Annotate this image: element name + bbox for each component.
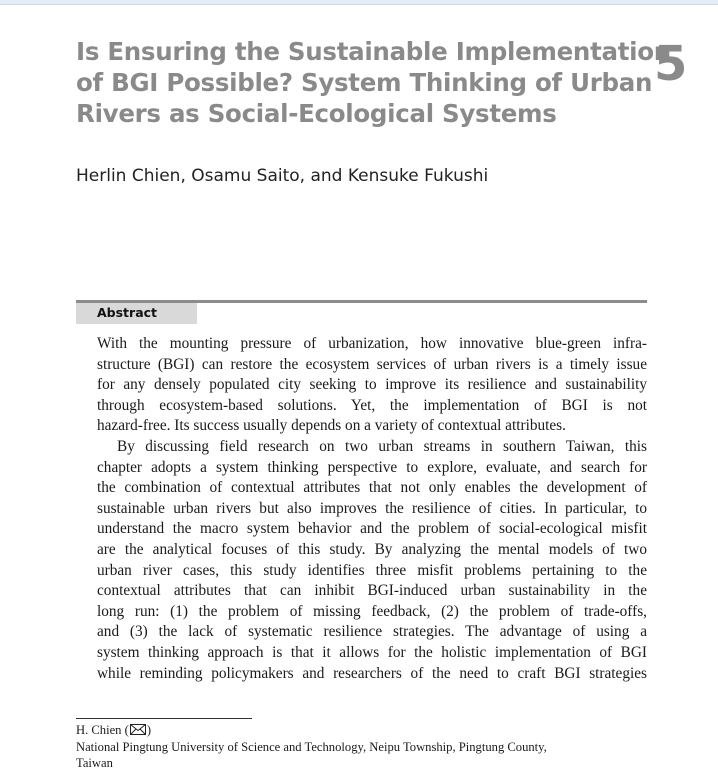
chapter-title-line: Rivers as Social-Ecological Systems [76, 99, 557, 128]
author-footnote [76, 722, 676, 772]
abstract-line: hazard-free. Its success usually depends on a variety of contextual attributes. [97, 417, 566, 435]
abstract-line: long run: (1) the problem of missing feedback, (2) the problem of trade-offs, [97, 602, 647, 620]
abstract-line: By discussing field research on two urban streams in southern Taiwan, this [117, 437, 647, 455]
abstract-line: while reminding policymakers and researchers of the need to craft BGI strategies [97, 664, 647, 682]
abstract-line: With the mounting pressure of urbanization, how innovative blue-green infra- [97, 335, 647, 352]
abstract-line: understand the macro system behavior and the problem of social-ecological misfit [97, 520, 647, 538]
abstract-line: urban river cases, this study identifies three misfit problems pertaining to the [97, 561, 647, 579]
footnote-affiliation: National Pingtung University of Science and Technology, Neipu Township, Pingtung County, [76, 739, 547, 754]
footnote-author: H. Chien [76, 723, 122, 737]
chapter-title-line: Is Ensuring the Sustainable Implementation [76, 37, 671, 66]
abstract-heading: Abstract [97, 305, 158, 320]
abstract-line: are the analytical focuses of this study. By analyzing the mental models of two [97, 540, 647, 558]
chapter-title-line: of BGI Possible? System Thinking of Urban [76, 68, 653, 97]
abstract-line: contextual attributes that can inhibit BGI-induced urban sustainability in the [97, 582, 647, 600]
abstract-line: chapter adopts a system thinking perspective to explore, evaluate, and search for [97, 458, 647, 476]
footnote-author-line: H. Chien ( ) [76, 723, 152, 737]
abstract-line: and (3) the lack of systematic resilience strategies. The advantage of using a [97, 623, 647, 641]
abstract-line: for any densely populated city seeking to improve its resilience and sustainability [97, 376, 647, 394]
chapter-number: 5 [654, 36, 688, 92]
author-list: Herlin Chien, Osamu Saito, and Kensuke Fukushi [76, 166, 489, 186]
footnote-divider [76, 718, 252, 719]
abstract-body [97, 334, 647, 684]
abstract-line: sustainable urban rivers but also improves the resilience of cities. In particular, to [97, 499, 647, 517]
abstract-line: through ecosystem-based solutions. Yet, the implementation of BGI is not [97, 396, 647, 414]
top-border-strip [0, 0, 718, 5]
chapter-title [76, 36, 671, 129]
footnote-affiliation-cont: Taiwan [76, 756, 113, 770]
abstract-line: the combination of contextual attributes that not only enables the development of [97, 479, 647, 497]
abstract-line: structure (BGI) can restore the ecosystem services of urban rivers is a timely issue [97, 355, 647, 373]
abstract-line: system thinking approach is that it allows for the holistic implementation of BGI [97, 643, 647, 661]
envelope-icon[interactable] [130, 724, 146, 735]
footnote-author-suffix: ) [146, 723, 152, 737]
